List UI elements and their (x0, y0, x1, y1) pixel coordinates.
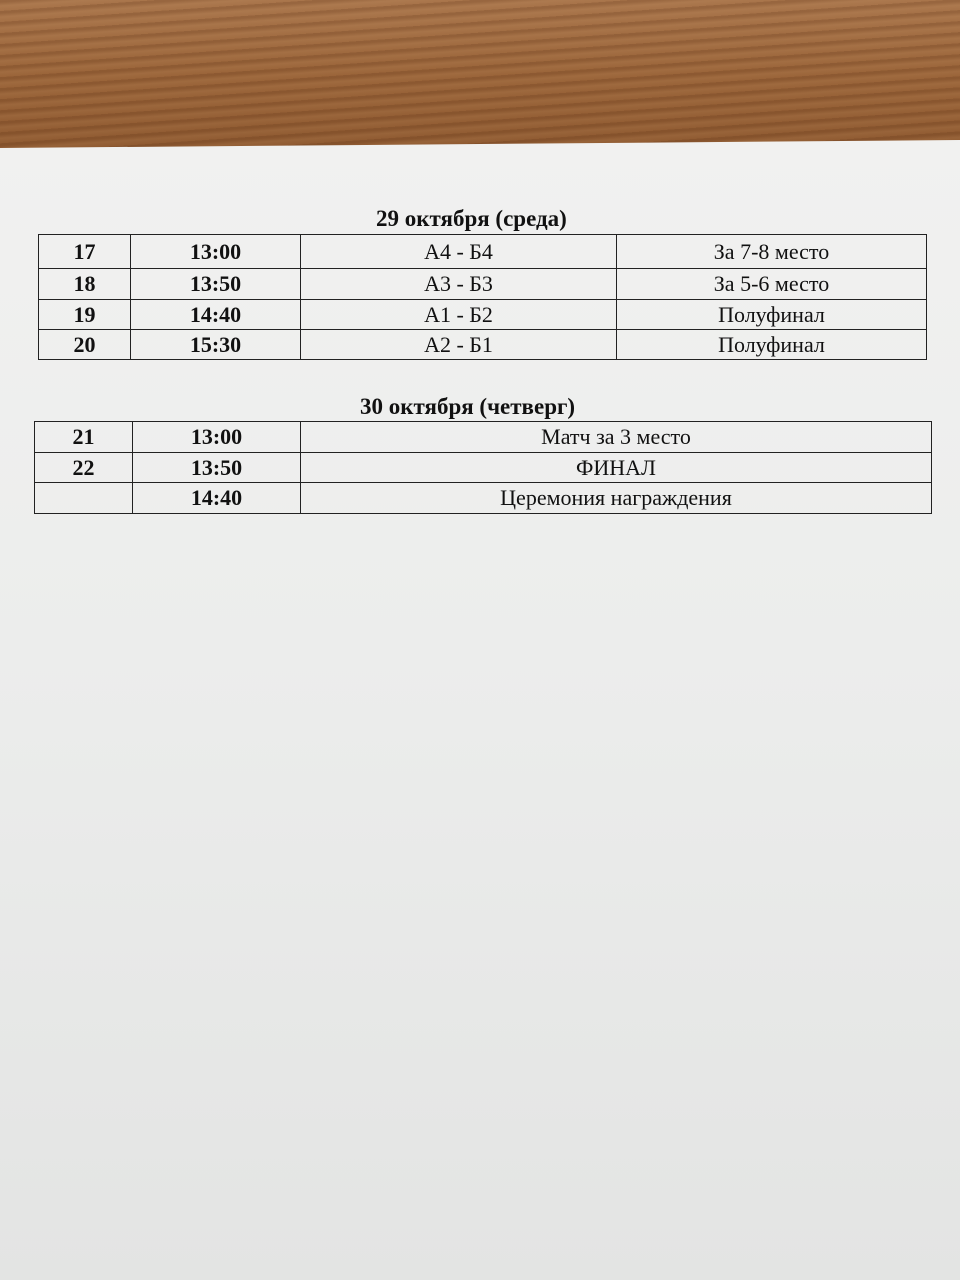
game-number: 21 (35, 422, 133, 453)
table-row (39, 300, 927, 330)
game-stage: Полуфинал (617, 300, 927, 330)
event-description: Церемония награждения (301, 483, 932, 514)
table-row (35, 483, 932, 514)
event-description: Матч за 3 место (301, 422, 932, 453)
table-row (39, 235, 927, 269)
game-number (35, 483, 133, 514)
game-time: 14:40 (131, 300, 301, 330)
game-teams: А4 - Б4 (301, 235, 617, 269)
game-number: 20 (39, 330, 131, 360)
game-time: 13:00 (133, 422, 301, 453)
game-time: 15:30 (131, 330, 301, 360)
event-description: ФИНАЛ (301, 453, 932, 483)
game-time: 13:50 (133, 453, 301, 483)
schedule-table-oct-29 (38, 234, 927, 360)
game-teams: А3 - Б3 (301, 269, 617, 300)
game-teams: А1 - Б2 (301, 300, 617, 330)
game-stage: За 7-8 место (617, 235, 927, 269)
game-number: 18 (39, 269, 131, 300)
game-number: 19 (39, 300, 131, 330)
table-row (39, 269, 927, 300)
schedule-table-oct-30 (34, 421, 932, 514)
table-row (39, 330, 927, 360)
game-time: 13:00 (131, 235, 301, 269)
table-row (35, 453, 932, 483)
game-number: 22 (35, 453, 133, 483)
wooden-table-background (0, 0, 960, 150)
game-time: 13:50 (131, 269, 301, 300)
game-time: 14:40 (133, 483, 301, 514)
day-heading-oct-30: 30 октября (четверг) (360, 394, 576, 419)
day-heading-oct-29: 29 октября (среда) (376, 206, 567, 231)
game-teams: А2 - Б1 (301, 330, 617, 360)
game-stage: За 5-6 место (617, 269, 927, 300)
table-row (35, 422, 932, 453)
game-number: 17 (39, 235, 131, 269)
game-stage: Полуфинал (617, 330, 927, 360)
